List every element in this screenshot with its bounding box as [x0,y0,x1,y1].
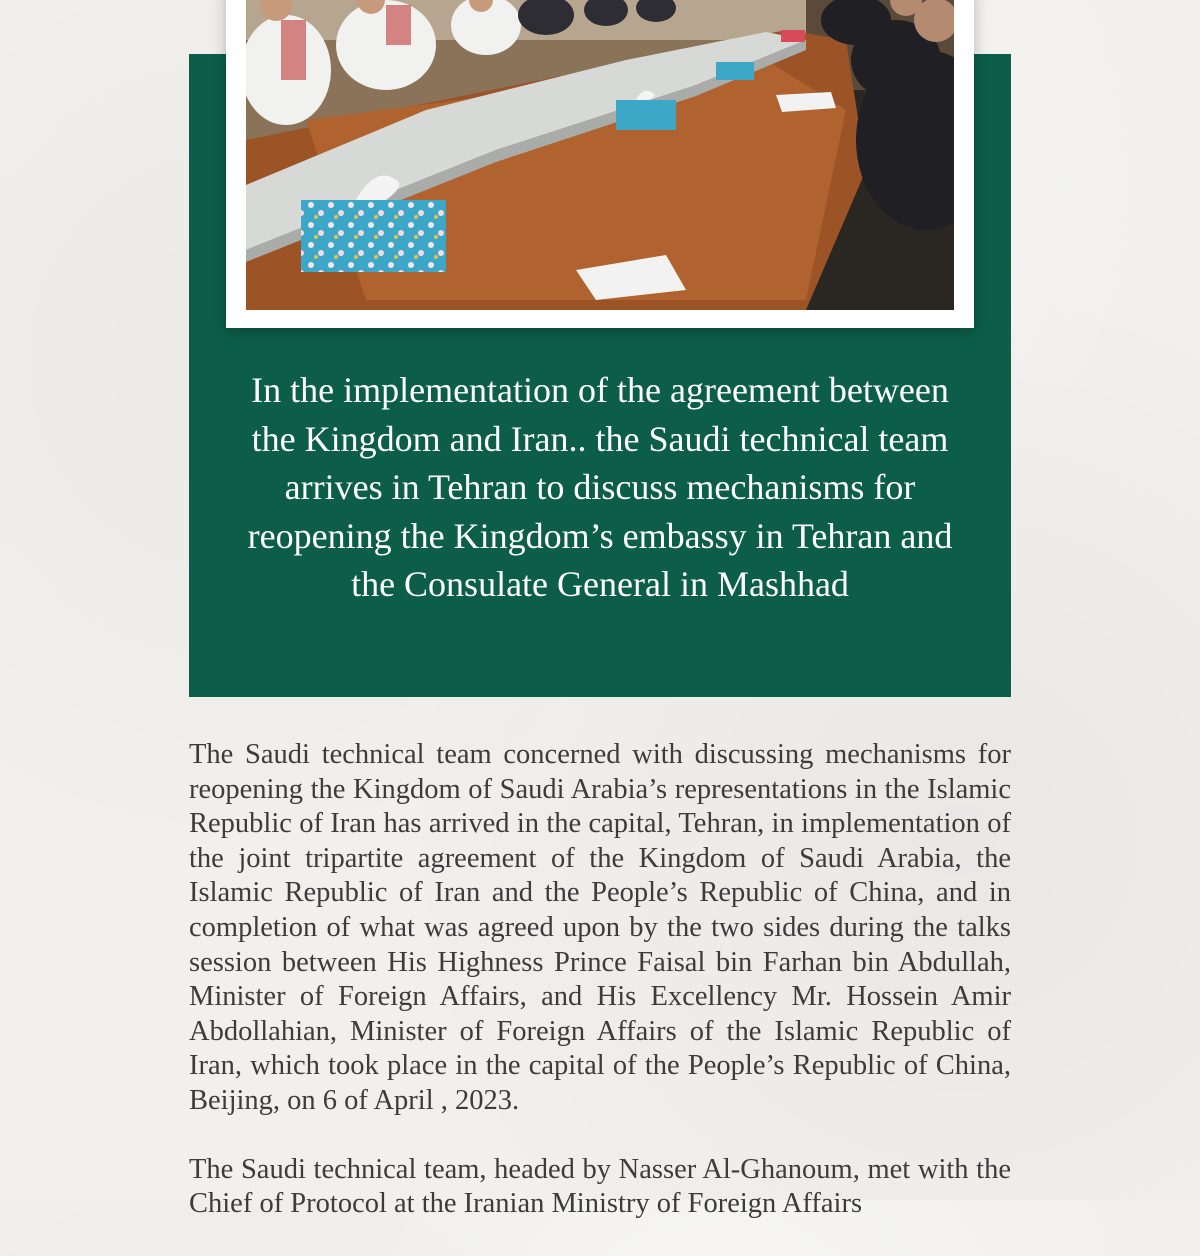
article-paragraph-2: The Saudi technical team, headed by Nasser Al-Ghanoum, met with the Chief of Protocol at the Iranian Ministry of Foreign Affairs [189,1153,1011,1220]
meeting-photo-illustration [246,0,954,310]
article-body [189,738,1011,1256]
tissue-box-4 [781,30,805,42]
photo-frame [226,0,974,328]
article-paragraph-1: The Saudi technical team concerned with discussing mechanisms for reopening the Kingdom of Saudi Arabia’s representations in the Islamic Republic of Iran has arrived in the capital, Tehran, in implementation of the joint tripartite agreement of the Kingdom of Saudi Arabia, the Islamic Republic of Iran and the People’s Republic of China, and in completion of what was agreed upon by the two sides during the talks session between His Highness Prince Faisal bin Farhan bin Abdullah, Minister of Foreign Affairs, and His Excellency Mr. Hossein Amir Abdollahian, Minister of Foreign Affairs of the Islamic Republic of Iran, which took place in the capital of the People’s Republic of China, Beijing, on 6 of April , 2023. [189,739,1011,1116]
headline: In the implementation of the agreement between the Kingdom and Iran.. the Saudi technical team arrives in Tehran to discuss mechanisms for reopening the Kingdom’s embassy in Tehran and the Consulate General in Mashhad [247,370,953,604]
meeting-photo [246,0,954,310]
tissue-box-3 [716,62,754,80]
